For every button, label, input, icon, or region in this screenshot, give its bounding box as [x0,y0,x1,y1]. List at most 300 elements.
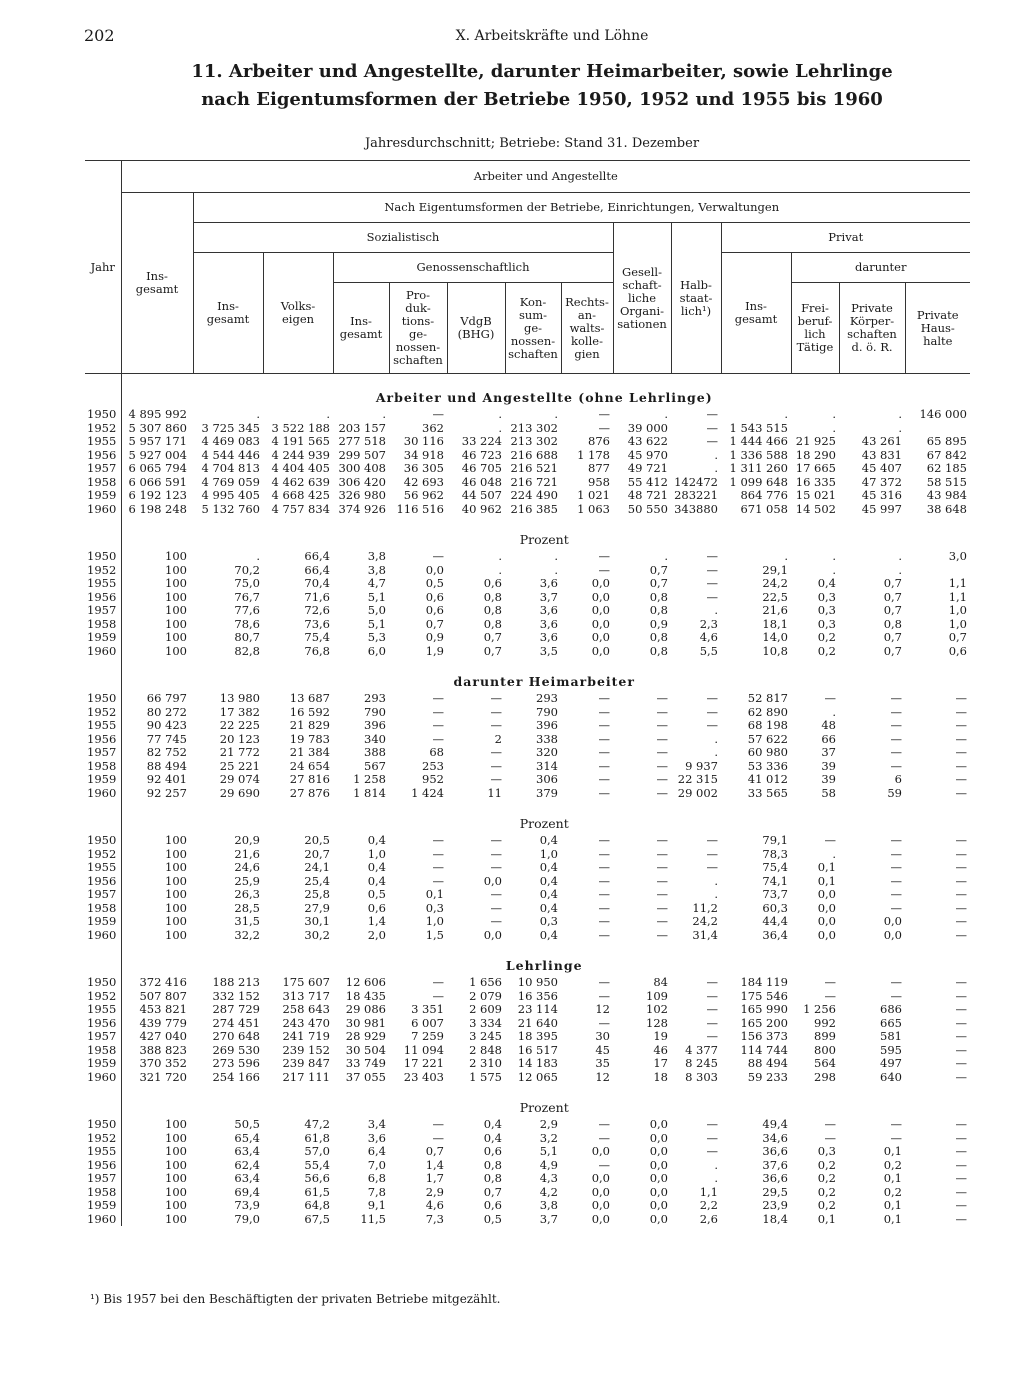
value-cell: 44,4 [762,914,788,928]
value-cell: 23,9 [762,1198,788,1212]
value-cell: — [598,873,610,888]
value-cell: 14,0 [762,630,788,644]
statistics-table [85,160,970,1226]
header-konsumgenossenschaften: Kon- sum- ge- nossen- schaften [505,283,561,374]
value-cell: 100 [165,603,187,617]
value-cell: 0,0 [591,603,610,617]
table-row [85,1044,970,1058]
value-cell: — [490,900,502,915]
value-cell: . [714,1157,718,1172]
value-cell: 76,8 [304,643,330,658]
year-cell: 1960 [85,645,121,659]
year-cell: 1950 [85,834,121,848]
value-cell: — [890,900,902,915]
value-cell: 58 [821,785,836,800]
value-cell: . [256,407,260,421]
value-cell: — [706,549,718,563]
value-cell: 41 012 [747,772,788,786]
value-cell: — [890,975,902,989]
value-cell: 0,0 [483,927,502,942]
value-cell: — [598,988,610,1003]
value-cell: — [955,1198,967,1212]
section-header [85,658,970,692]
value-cell: — [598,562,610,577]
table-row [85,1132,970,1146]
value-cell: — [706,988,718,1003]
value-cell: — [706,1015,718,1030]
value-cell: 0,2 [883,1184,902,1199]
year-cell: 1958 [85,618,121,632]
value-cell: 0,0 [649,1117,668,1131]
value-cell: 300 408 [338,461,386,475]
value-cell: 24,1 [304,860,330,874]
value-cell: 7,8 [367,1184,386,1199]
value-cell: — [955,887,967,901]
section-label: Prozent [519,1099,569,1115]
year-cell: 1956 [85,1017,121,1031]
value-cell: 4 462 639 [271,474,330,489]
value-cell: 0,0 [591,576,610,590]
value-cell: 80 272 [146,704,187,719]
value-cell: 253 [422,758,444,773]
value-cell: 20 123 [219,731,260,746]
value-cell: 217 111 [282,1069,330,1084]
value-cell: 142472 [674,474,718,489]
value-cell: 38 648 [926,501,967,516]
value-cell: 876 [588,434,610,448]
value-cell: 1 311 260 [729,461,788,475]
value-cell: 24 654 [289,758,330,773]
value-cell: 224 490 [510,488,558,502]
section-header [85,800,970,834]
value-cell: — [706,407,718,421]
value-cell: 64,8 [304,1198,330,1212]
value-cell: 66,4 [304,562,330,577]
value-cell: 283221 [674,488,718,502]
value-cell: 29 690 [219,785,260,800]
year-cell: 1960 [85,1213,121,1227]
value-cell: 0,7 [883,603,902,617]
value-cell: 5,5 [699,643,718,658]
value-cell: 46 [653,1042,668,1057]
table-row [85,719,970,733]
value-cell: — [598,900,610,915]
value-cell: — [598,927,610,942]
value-cell: 62 185 [926,461,967,475]
value-cell: — [598,407,610,421]
value-cell: — [955,1069,967,1084]
year-cell: 1960 [85,503,121,517]
value-cell: 25,9 [234,873,260,888]
value-cell: 1 063 [577,501,610,516]
value-cell: 100 [165,1211,187,1226]
value-cell: 1,1 [948,576,967,590]
value-cell: 18,4 [762,1211,788,1226]
value-cell: — [598,718,610,732]
table-row [85,1159,970,1173]
value-cell: 0,8 [649,643,668,658]
value-cell: — [432,833,444,847]
value-cell: 12 065 [517,1069,558,1084]
value-cell: 0,8 [649,603,668,617]
value-cell: 6,8 [367,1171,386,1185]
value-cell: 3 245 [469,1029,502,1043]
table-row [85,692,970,706]
value-cell: 0,0 [591,1144,610,1158]
value-cell: — [656,860,668,874]
value-cell: — [432,549,444,563]
value-cell: 60,3 [762,900,788,915]
header-gesellschaftliche-organisationen: Gesell- schaft- liche Organi- sationen [613,223,671,374]
header-freiberuflich: Frei- beruf- lich Tätige [791,283,839,374]
value-cell: 0,1 [817,860,836,874]
value-cell: 0,0 [591,616,610,631]
value-cell: 0,2 [883,1157,902,1172]
value-cell: 27 876 [289,785,330,800]
year-spacer [85,942,121,976]
value-cell: 100 [165,873,187,888]
value-cell: — [890,1117,902,1131]
value-cell: — [432,1130,444,1145]
value-cell: 0,0 [883,914,902,928]
value-cell: — [706,434,718,448]
value-cell: — [490,718,502,732]
value-cell: 184 119 [740,975,788,989]
value-cell: . [498,420,502,435]
value-cell: 35 [595,1056,610,1070]
value-cell: 3,0 [948,549,967,563]
table-row [85,618,970,632]
value-cell: — [890,1130,902,1145]
value-cell: 274 451 [212,1015,260,1030]
value-cell: — [955,873,967,888]
year-cell: 1950 [85,976,121,990]
value-cell: — [955,860,967,874]
value-cell: — [955,1015,967,1030]
value-cell: 100 [165,1144,187,1158]
value-cell: 0,4 [367,860,386,874]
value-cell: 29 074 [219,772,260,786]
value-cell: 100 [165,846,187,861]
table-row [85,550,970,564]
value-cell: — [490,846,502,861]
year-cell: 1959 [85,1057,121,1071]
value-cell: — [955,772,967,786]
value-cell: 1 021 [577,488,610,502]
value-cell: 69,4 [234,1184,260,1199]
year-cell: 1952 [85,422,121,436]
value-cell: — [706,833,718,847]
value-cell: 59 [887,785,902,800]
value-cell: 25,8 [304,887,330,901]
value-cell: 0,0 [649,1171,668,1185]
year-cell: 1959 [85,915,121,929]
value-cell: — [656,745,668,759]
table-row [85,408,970,422]
value-cell: 0,1 [883,1171,902,1185]
value-cell: — [955,1184,967,1199]
value-cell: 32,2 [234,927,260,942]
year-cell: 1958 [85,1044,121,1058]
page-number: 202 [84,26,115,45]
value-cell: 18 290 [795,447,836,462]
value-cell: 671 058 [740,501,788,516]
value-cell: 3,5 [539,643,558,658]
value-cell: 0,0 [591,630,610,644]
year-spacer [85,516,121,550]
value-cell: — [598,1117,610,1131]
year-spacer [85,800,121,834]
value-cell: 0,4 [539,887,558,901]
value-cell: 2,9 [425,1184,444,1199]
value-cell: 3,6 [367,1130,386,1145]
value-cell: 100 [165,589,187,604]
value-cell: 42 693 [403,474,444,489]
value-cell: — [955,1029,967,1043]
value-cell: 388 [364,745,386,759]
value-cell: 43 831 [861,447,902,462]
value-cell: 1 256 [803,1002,836,1016]
value-cell: — [955,833,967,847]
table-row [85,645,970,659]
value-cell: — [706,420,718,435]
table-row [85,787,970,801]
value-cell: — [598,691,610,705]
value-cell: . [898,549,902,563]
value-cell: 0,4 [367,833,386,847]
value-cell: 34,6 [762,1130,788,1145]
value-cell: . [498,549,502,563]
value-cell: 165 200 [740,1015,788,1030]
header-gen-insgesamt: Ins- gesamt [333,283,389,374]
value-cell: 116 516 [396,501,444,516]
value-cell: 0,0 [425,562,444,577]
section-label: Lehrlinge [505,957,583,973]
value-cell: — [955,975,967,989]
value-cell: 4 377 [685,1042,718,1057]
value-cell: 0,4 [539,927,558,942]
value-cell: 2,0 [367,927,386,942]
year-cell: 1955 [85,719,121,733]
value-cell: — [598,758,610,773]
value-cell: . [554,549,558,563]
header-privat: Privat [721,223,970,253]
value-cell: 1 424 [411,785,444,800]
value-cell: 14 183 [517,1056,558,1070]
table-row [85,435,970,449]
value-cell: 0,7 [649,562,668,577]
value-cell: 13 687 [289,691,330,705]
value-cell: 3,4 [367,1117,386,1131]
value-cell: 0,0 [817,900,836,915]
value-cell: 343880 [674,501,718,516]
value-cell: 216 721 [510,474,558,489]
year-cell: 1957 [85,888,121,902]
value-cell: 4 244 939 [271,447,330,462]
value-cell: 326 980 [338,488,386,502]
table-row [85,564,970,578]
value-cell: 18 395 [517,1029,558,1043]
value-cell: 1 178 [577,447,610,462]
value-cell: — [598,887,610,901]
value-cell: — [598,914,610,928]
year-cell: 1952 [85,848,121,862]
value-cell: 68 [429,745,444,759]
value-cell: 16 356 [517,988,558,1003]
value-cell: — [432,691,444,705]
section-label: Arbeiter und Angestellte (ohne Lehrlinge) [375,389,713,405]
value-cell: — [955,1171,967,1185]
value-cell: 28 929 [345,1029,386,1043]
section-label: Prozent [519,531,569,547]
value-cell: 68 198 [747,718,788,732]
value-cell: 3,6 [539,576,558,590]
value-cell: 3,7 [539,589,558,604]
value-cell: 22 315 [677,772,718,786]
table-row [85,577,970,591]
value-cell: 273 596 [212,1056,260,1070]
value-cell: 2 079 [469,988,502,1003]
value-cell: 216 385 [510,501,558,516]
header-arbeiter-angestellte: Arbeiter und Angestellte [121,161,970,193]
year-cell: 1958 [85,476,121,490]
value-cell: 952 [422,772,444,786]
year-cell: 1958 [85,902,121,916]
value-cell: 2 609 [469,1002,502,1016]
value-cell: 84 [653,975,668,989]
value-cell: 100 [165,900,187,915]
value-cell: 4 469 083 [201,434,260,448]
value-cell: — [890,988,902,1003]
value-cell: 45 970 [627,447,668,462]
footnote: ¹) Bis 1957 bei den Beschäftigten der privaten Betriebe mitgezählt. [90,1292,501,1306]
value-cell: 25 221 [219,758,260,773]
value-cell: 22 225 [219,718,260,732]
value-cell: 74,1 [762,873,788,888]
value-cell: 61,8 [304,1130,330,1145]
table-row [85,462,970,476]
value-cell: . [714,873,718,888]
value-cell: . [714,745,718,759]
value-cell: 1,0 [948,616,967,631]
value-cell: 156 373 [740,1029,788,1043]
value-cell: 100 [165,1198,187,1212]
value-cell: 0,8 [483,1171,502,1185]
value-cell: 24,2 [692,914,718,928]
value-cell: 3 334 [469,1015,502,1030]
value-cell: — [656,927,668,942]
value-cell: 790 [536,704,558,719]
value-cell: 686 [880,1002,902,1016]
value-cell: 0,6 [483,1144,502,1158]
value-cell: — [824,1117,836,1131]
value-cell: 665 [880,1015,902,1030]
year-cell: 1957 [85,1172,121,1186]
value-cell: 43 261 [861,434,902,448]
value-cell: 33 565 [747,785,788,800]
value-cell: — [955,691,967,705]
value-cell: 0,7 [649,576,668,590]
value-cell: 0,0 [649,1198,668,1212]
value-cell: 37 [821,745,836,759]
value-cell: — [598,745,610,759]
year-spacer [85,658,121,692]
value-cell: — [656,718,668,732]
value-cell: — [598,846,610,861]
value-cell: 17 382 [219,704,260,719]
value-cell: . [664,549,668,563]
value-cell: 864 776 [740,488,788,502]
value-cell: . [832,846,836,861]
value-cell: 992 [814,1015,836,1030]
value-cell: 243 470 [282,1015,330,1030]
value-cell: 270 648 [212,1029,260,1043]
value-cell: 3 522 188 [271,420,330,435]
value-cell: 2 310 [469,1056,502,1070]
value-cell: 0,7 [425,1144,444,1158]
value-cell: — [890,846,902,861]
value-cell: 75,4 [304,630,330,644]
table-row [85,760,970,774]
value-cell: — [706,1117,718,1131]
value-cell: 17 221 [403,1056,444,1070]
value-cell: 67 842 [926,447,967,462]
value-cell: 0,0 [591,589,610,604]
value-cell: . [382,407,386,421]
value-cell: 5 927 004 [128,447,187,462]
value-cell: 11,2 [692,900,718,915]
value-cell: 0,2 [817,1198,836,1212]
value-cell: 0,8 [649,630,668,644]
value-cell: 321 720 [139,1069,187,1084]
value-cell: 45 997 [861,501,902,516]
value-cell: — [955,1056,967,1070]
value-cell: 100 [165,643,187,658]
value-cell: 7,0 [367,1157,386,1172]
value-cell: 24,6 [234,860,260,874]
value-cell: — [598,975,610,989]
table-row [85,1145,970,1159]
table-row [85,990,970,1004]
header-jahr: Jahr [85,161,121,374]
value-cell: . [714,731,718,746]
value-cell: 33 224 [461,434,502,448]
value-cell: 0,0 [817,887,836,901]
value-cell: 15 021 [795,488,836,502]
table-row [85,489,970,503]
value-cell: 427 040 [139,1029,187,1043]
value-cell: 18 435 [345,988,386,1003]
value-cell: 23 403 [403,1069,444,1084]
value-cell: 79,0 [234,1211,260,1226]
value-cell: 43 622 [627,434,668,448]
value-cell: — [598,704,610,719]
value-cell: 19 783 [289,731,330,746]
year-cell: 1957 [85,462,121,476]
value-cell: 6 192 123 [128,488,187,502]
value-cell: 6 065 794 [128,461,187,475]
value-cell: 0,6 [483,576,502,590]
value-cell: — [432,1117,444,1131]
value-cell: 11,5 [360,1211,386,1226]
value-cell: 0,0 [649,1184,668,1199]
value-cell: 0,8 [649,589,668,604]
value-cell: 57,0 [304,1144,330,1158]
value-cell: 21 640 [517,1015,558,1030]
table-row [85,915,970,929]
value-cell: 640 [880,1069,902,1084]
value-cell: 4,2 [539,1184,558,1199]
